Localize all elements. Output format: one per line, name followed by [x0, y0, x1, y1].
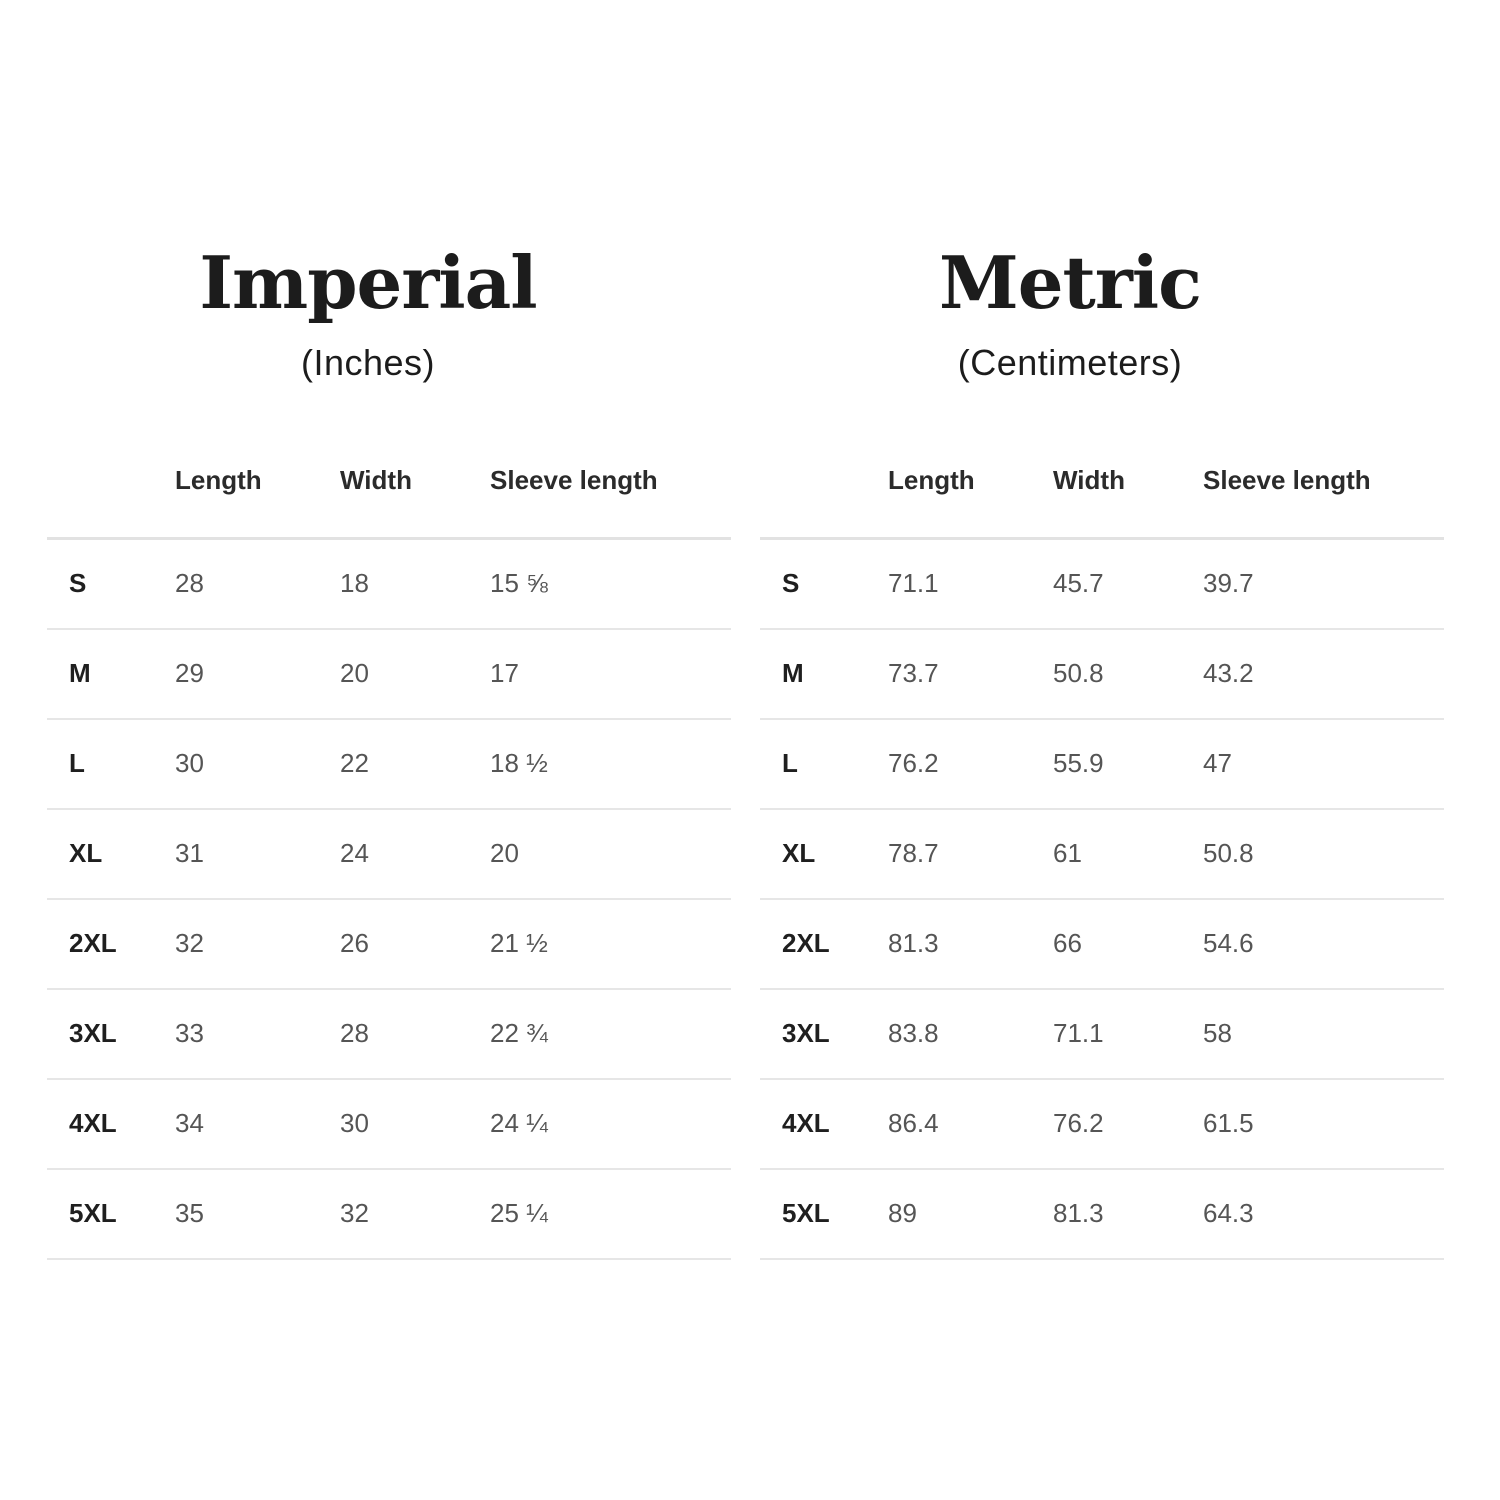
length-value: 33 [175, 1018, 204, 1048]
sleeve-length-value: 47 [1203, 748, 1232, 778]
table-row [47, 540, 731, 630]
length-value: 86.4 [888, 1108, 939, 1138]
length-value: 89 [888, 1198, 917, 1228]
size-label: 2XL [69, 928, 117, 958]
length-value: 34 [175, 1108, 204, 1138]
length-value: 35 [175, 1198, 204, 1228]
size-label: 5XL [69, 1198, 117, 1228]
sleeve-length-value: 39.7 [1203, 568, 1254, 598]
length-value: 71.1 [888, 568, 939, 598]
metric-subtitle: (Centimeters) [957, 342, 1183, 383]
size-label: M [782, 658, 804, 688]
length-value: 76.2 [888, 748, 939, 778]
size-label: XL [69, 838, 103, 868]
table-row [760, 1170, 1444, 1260]
width-value: 26 [340, 928, 369, 958]
table-row [760, 810, 1444, 900]
sleeve-length-value: 22 ¾ [490, 1018, 548, 1048]
table-row [47, 990, 731, 1080]
sleeve-length-value: 50.8 [1203, 838, 1254, 868]
width-value: 71.1 [1053, 1018, 1104, 1048]
width-value: 18 [340, 568, 369, 598]
width-value: 45.7 [1053, 568, 1104, 598]
table-row [760, 900, 1444, 990]
width-value: 50.8 [1053, 658, 1104, 688]
width-value: 28 [340, 1018, 369, 1048]
length-value: 81.3 [888, 928, 939, 958]
size-label: L [69, 748, 85, 778]
table-row [47, 630, 731, 720]
table-row [760, 720, 1444, 810]
table-row [47, 720, 731, 810]
length-value: 32 [175, 928, 204, 958]
length-value: 73.7 [888, 658, 939, 688]
column-header-sleeve-length: Sleeve length [1203, 465, 1371, 495]
column-header-sleeve-length: Sleeve length [490, 465, 658, 495]
width-value: 30 [340, 1108, 369, 1138]
column-header-length: Length [888, 465, 975, 495]
width-value: 32 [340, 1198, 369, 1228]
width-value: 66 [1053, 928, 1082, 958]
length-value: 83.8 [888, 1018, 939, 1048]
table-row [47, 1170, 731, 1260]
sleeve-length-value: 61.5 [1203, 1108, 1254, 1138]
width-value: 20 [340, 658, 369, 688]
table-row [47, 900, 731, 990]
column-header-width: Width [1053, 465, 1125, 495]
metric-size-table [760, 450, 1444, 1260]
sleeve-length-value: 20 [490, 838, 519, 868]
size-label: 3XL [782, 1018, 830, 1048]
width-value: 81.3 [1053, 1198, 1104, 1228]
sleeve-length-value: 18 ½ [490, 748, 548, 778]
sleeve-length-value: 43.2 [1203, 658, 1254, 688]
width-value: 55.9 [1053, 748, 1104, 778]
width-value: 24 [340, 838, 369, 868]
table-row [760, 990, 1444, 1080]
table-row [47, 810, 731, 900]
size-label: 5XL [782, 1198, 830, 1228]
imperial-title: Imperial [199, 240, 537, 325]
size-label: S [782, 568, 800, 598]
sleeve-length-value: 17 [490, 658, 519, 688]
table-header-row [47, 450, 731, 540]
sleeve-length-value: 24 ¼ [490, 1108, 548, 1138]
width-value: 76.2 [1053, 1108, 1104, 1138]
sleeve-length-value: 15 ⅝ [490, 568, 548, 598]
size-label: 2XL [782, 928, 830, 958]
imperial-size-table [47, 450, 731, 1260]
size-label: 4XL [782, 1108, 830, 1138]
table-header-row [760, 450, 1444, 540]
length-value: 28 [175, 568, 204, 598]
table-row [760, 1080, 1444, 1170]
column-header-length: Length [175, 465, 262, 495]
table-row [760, 540, 1444, 630]
size-label: L [782, 748, 798, 778]
size-label: S [69, 568, 87, 598]
size-label: XL [782, 838, 816, 868]
length-value: 30 [175, 748, 204, 778]
length-value: 31 [175, 838, 204, 868]
sleeve-length-value: 64.3 [1203, 1198, 1254, 1228]
length-value: 78.7 [888, 838, 939, 868]
column-header-width: Width [340, 465, 412, 495]
size-label: 4XL [69, 1108, 117, 1138]
table-row [47, 1080, 731, 1170]
width-value: 61 [1053, 838, 1082, 868]
sleeve-length-value: 58 [1203, 1018, 1232, 1048]
width-value: 22 [340, 748, 369, 778]
length-value: 29 [175, 658, 204, 688]
sleeve-length-value: 54.6 [1203, 928, 1254, 958]
imperial-subtitle: (Inches) [300, 342, 436, 383]
metric-title: Metric [939, 240, 1201, 325]
size-label: M [69, 658, 91, 688]
sleeve-length-value: 25 ¼ [490, 1198, 548, 1228]
table-row [760, 630, 1444, 720]
size-label: 3XL [69, 1018, 117, 1048]
sleeve-length-value: 21 ½ [490, 928, 548, 958]
